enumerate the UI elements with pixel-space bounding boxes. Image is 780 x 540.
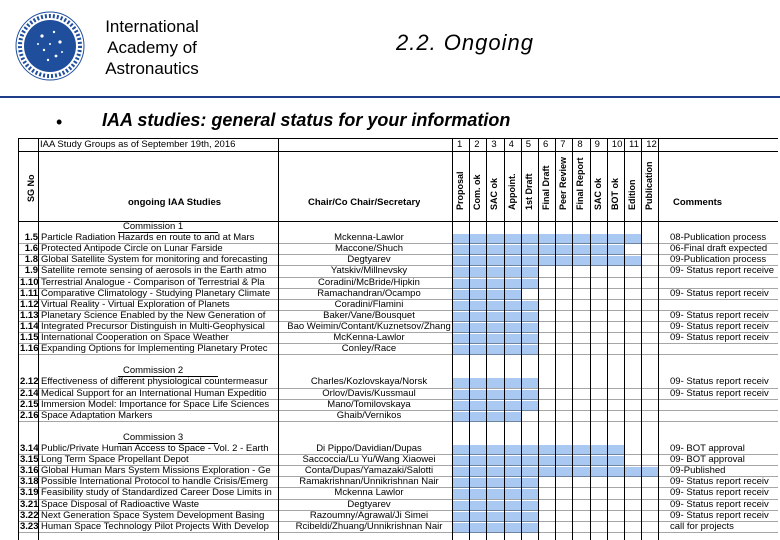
status-header-7: Peer Review	[558, 156, 569, 210]
table-row-chair: Yatskiv/Millnevsky	[330, 266, 408, 277]
table-row-chair: Coradini/McBride/Hipkin	[318, 277, 420, 288]
studies-header: ongoing IAA Studies	[128, 198, 222, 208]
table-row-study: Effectiveness of different physiological countermeasur	[41, 377, 268, 388]
col-number-9: 9	[594, 140, 600, 150]
col-number-5: 5	[525, 140, 532, 150]
table-row-study: Global Human Mars System Missions Exploration - Ge	[41, 466, 271, 477]
table-row-study: Immersion Model: Importance for Space Life Sciences	[41, 399, 270, 410]
table-row-sg: 3.16	[20, 466, 38, 477]
table-row-study: Medical Support for an International Human Expeditio	[41, 388, 267, 399]
status-header-6: Final Draft	[541, 165, 551, 210]
table-row-chair: Ramakrishnan/Unnikrishnan Nair	[299, 477, 439, 488]
study-status-table	[18, 138, 780, 540]
table-row-sg: 3.14	[20, 444, 38, 454]
table-row-study: Virtual Reality - Virtual Exploration of Planets	[41, 299, 230, 310]
table-row-study: Space Adaptation Markers	[41, 410, 153, 421]
table-row-study: Satellite remote sensing of aerosols in the Earth atmo	[41, 266, 267, 277]
table-row-comment: 09- Status report receiv	[670, 333, 769, 343]
col-number-1: 1	[457, 140, 463, 150]
table-row-comment: 09- Status report receive	[670, 266, 775, 277]
table-row-chair: Razoumny/Agrawal/Ji Simei	[309, 510, 429, 521]
col-number-3: 3	[491, 140, 497, 150]
col-number-6: 6	[543, 140, 549, 150]
table-row-comment: call for projects	[670, 521, 734, 532]
org-line-1: International	[105, 17, 199, 36]
table-row-comment: 09-Publication process	[670, 255, 767, 266]
table-row-study: Expanding Options for Implementing Planetary Protec	[41, 344, 268, 355]
table-row-chair: Ramachandran/Ocampo	[317, 288, 421, 299]
table-row-chair: Mckenna-Lawlor	[334, 233, 404, 244]
table-row-chair: Baker/Vane/Bousquet	[323, 310, 415, 321]
table-row-study: Comparative Climatology - Studying Planetary Climate	[41, 288, 271, 299]
col-number-10: 10	[611, 140, 623, 150]
table-row-chair: Degtyarev	[347, 499, 391, 510]
comments-header: Comments	[673, 198, 723, 208]
table-row-sg: 3.23	[20, 521, 38, 532]
iaa-logo-icon	[14, 10, 86, 82]
table-row-comment: 09- Status report receiv	[670, 377, 769, 388]
slide-header	[0, 0, 780, 95]
table-row-study: Human Space Technology Pilot Projects With Develop	[41, 521, 269, 532]
table-row-chair: Conley/Race	[341, 344, 397, 355]
commission-label: Commission 2	[123, 366, 184, 377]
table-row-comment: 09- BOT approval	[670, 455, 745, 466]
org-line-2: Academy of	[107, 38, 197, 57]
bullet: •	[56, 112, 63, 132]
slide-title: 2.2. Ongoing	[396, 30, 534, 55]
col-number-11: 11	[629, 140, 639, 150]
table-row-sg: 2.14	[20, 388, 38, 399]
table-row-chair: Mckenna Lawlor	[334, 488, 404, 499]
col-number-4: 4	[508, 140, 514, 150]
table-row-study: Planetary Science Enabled by the New Generation of	[41, 310, 266, 321]
grid-line-col-8	[590, 138, 591, 540]
table-row-sg: 1.11	[20, 288, 38, 299]
status-header-10: BOT ok	[609, 177, 620, 210]
table-row-study: Global Satellite System for monitoring and forecasting	[41, 255, 268, 266]
table-row-sg: 2.12	[20, 377, 38, 388]
status-header-8: Final Report	[575, 157, 586, 210]
status-header-1: Proposal	[455, 171, 465, 210]
table-row-comment: 09-Published	[670, 466, 726, 477]
table-row-chair: Coradini/Flamini	[334, 299, 404, 310]
table-row-sg: 3.19	[20, 488, 38, 499]
table-row-sg: 1.16	[20, 344, 38, 355]
table-row-study: Next Generation Space System Development Basing	[41, 510, 265, 521]
table-row-chair: Conta/Dupas/Yamazaki/Salotti	[304, 466, 434, 477]
chair-header: Chair/Co Chair/Secretary	[308, 198, 421, 208]
table-row-study: Terrestrial Analogue - Comparison of Terrestrial & Pla	[41, 277, 265, 288]
table-row-comment: 09- Status report receiv	[670, 510, 769, 521]
table-row-sg: 1.5	[24, 233, 38, 244]
status-header-9: SAC ok	[592, 177, 603, 210]
table-row-sg: 3.18	[20, 477, 38, 488]
table-row-comment: 09- Status report receiv	[670, 488, 769, 499]
table-row-study: Possible International Protocol to handle Crisis/Emerg	[41, 477, 269, 488]
table-row-study: Feasibility study of Standardized Career Dose Limits in	[41, 488, 272, 499]
table-row-comment: 08-Publication process	[670, 233, 767, 244]
status-header-12: Publication	[644, 161, 655, 210]
table-row-sg: 3.21	[20, 499, 38, 510]
table-row-chair: Saccoccia/Lu Yu/Wang Xiaowei	[302, 455, 436, 466]
org-line-3: Astronautics	[105, 59, 199, 78]
grid-line-col-11	[641, 138, 642, 540]
grid-line-v-1	[278, 138, 279, 540]
table-row-sg: 1.15	[20, 333, 38, 343]
organization-name	[92, 16, 212, 79]
status-header-3: SAC ok	[489, 177, 500, 210]
table-row-study: Long Term Space Propellant Depot	[41, 455, 189, 466]
table-row-comment: 09- Status report receiv	[670, 499, 769, 510]
table-row-chair: Charles/Kozlovskaya/Norsk	[310, 377, 428, 388]
table-row-comment: 09- Status report receiv	[670, 310, 769, 321]
grid-line-col-6	[555, 138, 556, 540]
table-row-sg: 1.13	[20, 310, 38, 321]
table-row-chair: McKenna-Lawlor	[333, 333, 405, 343]
header-rule	[0, 96, 780, 98]
row-divider	[18, 354, 778, 355]
status-header-5: 1st Draft	[523, 173, 534, 210]
table-row-sg: 3.22	[20, 510, 38, 521]
table-row-chair: Degtyarev	[347, 255, 391, 266]
col-number-7: 7	[560, 140, 566, 150]
table-row-chair: Bao Weimin/Contant/Kuznetsov/Zhang	[287, 321, 451, 332]
table-row-chair: Mano/Tomilovskaya	[327, 399, 411, 410]
status-header-2: Com. ok	[472, 174, 483, 210]
table-row-study: Integrated Precursor Distinguish in Multi-Geophysical	[41, 321, 265, 332]
table-row-comment: 06-Final draft expected	[670, 244, 768, 255]
table-row-study: International Cooperation on Space Weather	[41, 333, 229, 343]
grid-line-col-9	[607, 138, 608, 540]
table-row-comment: 09- BOT approval	[670, 444, 745, 454]
table-row-study: Public/Private Human Access to Space - Vol. 2 - Earth	[41, 444, 269, 454]
table-row-sg: 3.15	[20, 455, 38, 466]
grid-line-col-5	[538, 138, 539, 540]
table-row-study: Protected Antipode Circle on Lunar Farside	[41, 244, 223, 255]
table-row-study: Particle Radiation Hazards en route to and at Mars	[41, 233, 255, 244]
table-caption: IAA Study Groups as of September 19th, 2016	[40, 140, 236, 150]
table-row-sg: 1.14	[20, 321, 38, 332]
grid-line-caption	[18, 151, 778, 152]
table-row-sg: 1.12	[20, 299, 38, 310]
grid-line-col-10	[624, 138, 625, 540]
row-divider	[18, 532, 778, 533]
grid-line-col-7	[572, 138, 573, 540]
commission-label: Commission 3	[123, 432, 184, 443]
col-number-8: 8	[577, 140, 583, 150]
table-row-chair: Orlov/Davis/Kussmaul	[322, 388, 416, 399]
table-row-chair: Maccone/Shuch	[334, 244, 404, 255]
table-row-chair: Ghaib/Vernikos	[336, 410, 402, 421]
grid-line-v-0	[38, 138, 39, 540]
table-row-comment: 09- Status report receiv	[670, 477, 769, 488]
table-row-sg: 1.8	[24, 255, 38, 266]
slide-subtitle: IAA studies: general status for your information	[102, 110, 511, 130]
grid-line-col-12	[658, 138, 659, 540]
row-divider	[18, 421, 778, 422]
table-row-sg: 2.15	[20, 399, 38, 410]
table-row-chair: Di Pippo/Davidian/Dupas	[316, 444, 422, 454]
table-row-sg: 2.16	[20, 410, 38, 421]
status-header-4: Appoint.	[506, 173, 517, 210]
sg-no-header: SG No	[26, 174, 36, 202]
table-row-sg: 1.10	[20, 277, 38, 288]
commission-label: Commission 1	[123, 222, 184, 232]
table-row-sg: 1.6	[24, 244, 38, 255]
status-header-11: Edition	[627, 179, 637, 210]
col-number-2: 2	[474, 140, 480, 150]
table-row-sg: 1.9	[24, 266, 38, 277]
table-row-comment: 09- Status report receiv	[670, 321, 769, 332]
table-row-study: Space Disposal of Radioactive Waste	[41, 499, 200, 510]
table-row-chair: Rcibeldi/Zhuang/Unnikrishnan Nair	[295, 521, 443, 532]
table-row-comment: 09- Status report receiv	[670, 388, 769, 399]
col-number-12: 12	[646, 140, 657, 150]
table-row-comment: 09- Status report receiv	[670, 288, 769, 299]
